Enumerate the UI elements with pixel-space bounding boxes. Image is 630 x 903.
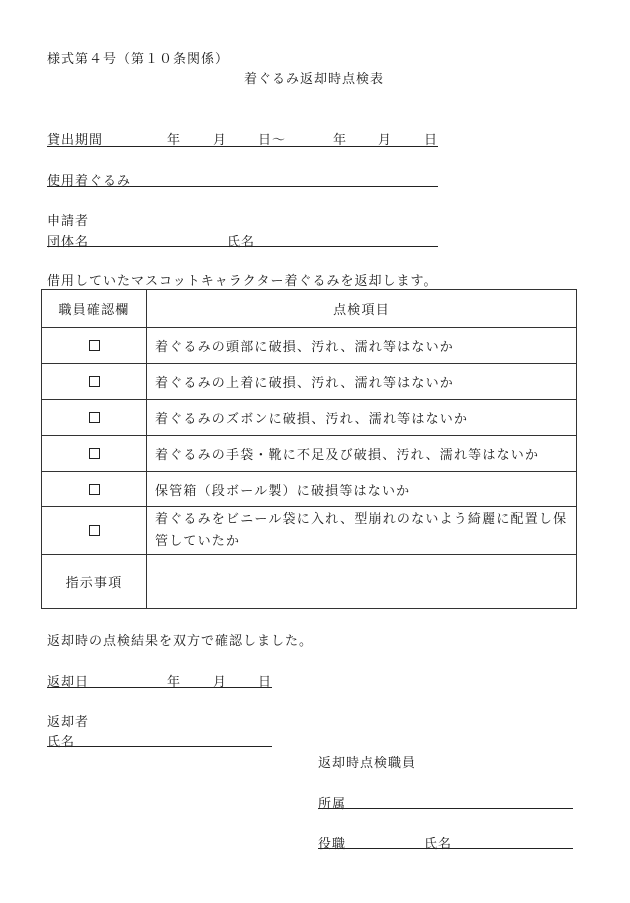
table-row: [42, 472, 577, 507]
staff-line[interactable]: [318, 848, 573, 849]
checkbox[interactable]: [89, 412, 100, 423]
loan-period-label: 貸出期間: [47, 133, 104, 148]
checkbox[interactable]: [89, 525, 100, 536]
checkbox[interactable]: [89, 448, 100, 459]
instructions-field[interactable]: [147, 555, 577, 609]
checklist-table: [41, 289, 577, 609]
return-date-line[interactable]: [47, 687, 272, 688]
return-date-label: 返却日: [47, 675, 90, 690]
staff-heading: 返却時点検職員: [318, 756, 417, 771]
table-header-row: [42, 290, 577, 328]
loan-end-month: 月: [378, 133, 393, 148]
costume-line[interactable]: [47, 186, 438, 187]
check-item: 着ぐるみの頭部に破損、汚れ、濡れ等はないか: [147, 328, 577, 364]
group-name-label: 団体名: [47, 235, 90, 250]
header-check-items: 点検項目: [147, 290, 577, 328]
loan-start-month: 月: [213, 133, 228, 148]
loan-end-day: 日: [424, 133, 439, 148]
affiliation-line[interactable]: [318, 808, 573, 809]
instructions-row: [42, 555, 577, 609]
returner-name-line[interactable]: [47, 746, 272, 747]
form-number: 様式第４号（第１０条関係）: [47, 52, 230, 67]
table-row: [42, 507, 577, 555]
instructions-label: 指示事項: [42, 555, 147, 609]
applicant-name-label: 氏名: [227, 235, 256, 250]
loan-end-year: 年: [333, 133, 348, 148]
intro-text: 借用していたマスコットキャラクター着ぐるみを返却します。: [47, 274, 438, 289]
check-item: 着ぐるみの上着に破損、汚れ、濡れ等はないか: [147, 364, 577, 400]
return-day: 日: [258, 675, 273, 690]
check-item: 着ぐるみのズボンに破損、汚れ、濡れ等はないか: [147, 400, 577, 436]
table-row: [42, 400, 577, 436]
returner-name-label: 氏名: [47, 735, 76, 750]
page-title: 着ぐるみ返却時点検表: [244, 72, 385, 87]
confirm-text: 返却時の点検結果を双方で確認しました。: [47, 634, 314, 649]
check-item: 着ぐるみの手袋・靴に不足及び破損、汚れ、濡れ等はないか: [147, 436, 577, 472]
affiliation-label: 所属: [318, 797, 347, 812]
loan-period-line[interactable]: [47, 146, 438, 147]
loan-start-day: 日～: [258, 133, 287, 148]
position-label: 役職: [318, 837, 347, 852]
return-year: 年: [167, 675, 182, 690]
return-month: 月: [213, 675, 228, 690]
applicant-heading: 申請者: [47, 214, 90, 229]
checkbox[interactable]: [89, 376, 100, 387]
returner-heading: 返却者: [47, 715, 90, 730]
staff-name-label: 氏名: [424, 837, 453, 852]
check-item: 保管箱（段ボール製）に破損等はないか: [147, 472, 577, 507]
costume-label: 使用着ぐるみ: [47, 174, 132, 189]
loan-start-year: 年: [167, 133, 182, 148]
table-row: [42, 328, 577, 364]
check-item: 着ぐるみをビニール袋に入れ、型崩れのないよう綺麗に配置し保管していたか: [147, 507, 577, 555]
table-row: [42, 364, 577, 400]
header-staff-check: 職員確認欄: [42, 290, 147, 328]
checkbox[interactable]: [89, 340, 100, 351]
applicant-line[interactable]: [47, 246, 438, 247]
checkbox[interactable]: [89, 484, 100, 495]
table-row: [42, 436, 577, 472]
